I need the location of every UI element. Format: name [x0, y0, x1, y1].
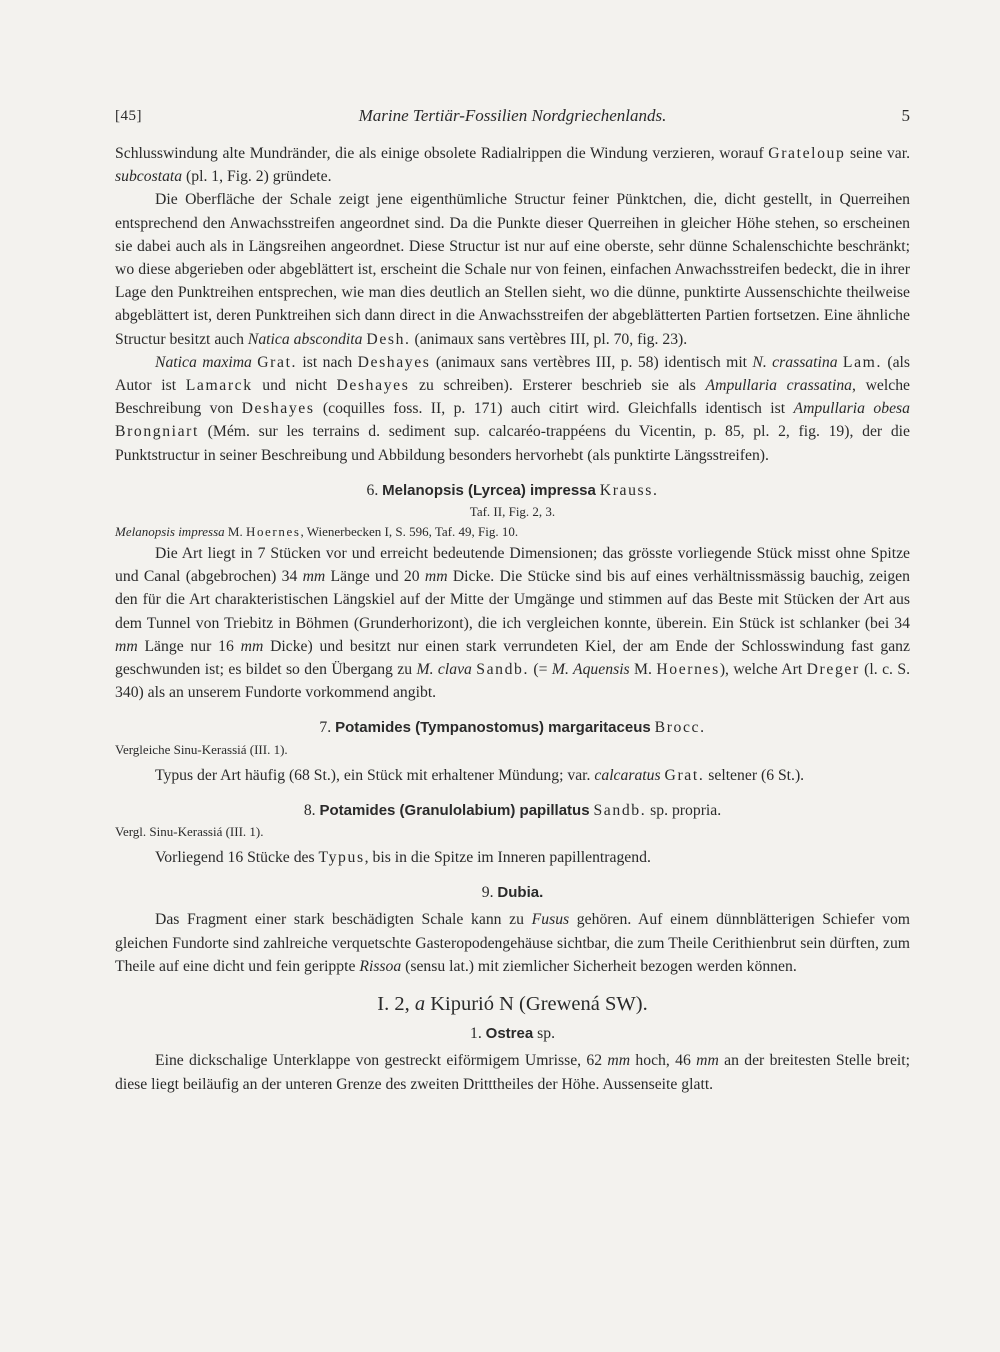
author-name: Brocc. — [654, 719, 706, 737]
comparison-reference: Vergleiche Sinu-Kerassiá (III. 1). — [115, 741, 288, 757]
author-name: Grateloup — [768, 145, 846, 162]
text-run: (pl. 1, Fig. 2) gründete. — [182, 168, 332, 186]
author-name: Brongniart — [115, 423, 199, 441]
running-header — [115, 106, 910, 130]
text-run: Die Oberfläche der Schale zeigt jene eigenthümliche Structur feiner Pünktchen, die, dicht gestellt, in Querreihen entsprechend den Anwachsstreifen angeordnet sind. Da die Punkte dieser Querreihen in gleicher Höhe stehen, so erscheinen sie dabei auch als in Längsreihen angeordnet. Diese Structur ist nur auf eine oberste, sehr dünne Schalenschichte beschränkt; wo diese abgerieben oder abgeblättert ist, erscheint die Schale nur von feinen, einfachen Anwachsstreifen bedeckt, die in ihrer Lage den Punktreihen entsprechen, wie man dies deutlich an Stellen sieht, wo die dünne, punktirte Aussenschichte theilweise abgeblättert ist, deren Punktreihen sich dann direct in die Anwachsstreifen der abgeblätterten Partien fortsetzen. Eine ähnliche Structur besitzt auch — [115, 191, 910, 348]
author-name: Deshayes — [241, 400, 315, 418]
genus-name: Fusus — [531, 911, 570, 929]
section-heading-6 — [115, 479, 910, 502]
section-heading-1 — [115, 1022, 910, 1045]
text-run: Länge und 20 — [325, 568, 425, 586]
text-run: Kipurió N (Grewená SW). — [425, 993, 648, 1016]
text-run: (l. c. S. 340) als an unserem Fundorte vorkommend angibt. — [115, 661, 911, 702]
text-run: (animaux sans vertèbres III, p. 58) identisch mit — [430, 353, 753, 371]
author-name: Grat. — [664, 766, 705, 784]
author-name: Lamarck — [185, 377, 253, 395]
section-number: 8. — [303, 801, 316, 819]
comparison-reference: Vergl. Sinu-Kerassiá (III. 1). — [115, 824, 264, 840]
unit: mm — [240, 637, 264, 655]
author-name: Sandb. — [476, 661, 530, 679]
paragraph-melanopsis — [115, 542, 910, 704]
author-name: Lam. — [842, 353, 882, 371]
paragraph-ostrea — [115, 1049, 910, 1095]
taxon-name: Melanopsis (Lyrcea) impressa — [382, 481, 596, 499]
author-name: Deshayes — [357, 353, 431, 371]
text-run: Typus der Art häufig (68 St.), ein Stück mit erhaltener Mündung; var. — [155, 766, 595, 784]
species-name: Ampullaria crassatina — [705, 377, 853, 395]
text-run: M. — [224, 524, 246, 540]
text-run: (animaux sans vertèbres III, pl. 70, fig. 23). — [410, 330, 688, 348]
paragraph-dubia — [115, 908, 910, 978]
author-name: Dreger — [806, 661, 860, 679]
section-heading-7 — [115, 716, 910, 739]
taxon-name: Potamides (Granulolabium) papillatus — [319, 801, 590, 819]
text-run: ist nach — [297, 353, 358, 371]
text-run: seltener (6 St.). — [704, 766, 805, 784]
running-title: Marine Tertiär-Fossilien Nordgriechenlands. — [358, 106, 667, 125]
paragraph-potamides-margaritaceus — [115, 764, 910, 787]
synonymy-reference — [115, 522, 910, 542]
locality-letter: a — [414, 993, 426, 1016]
paragraph-structure — [115, 188, 910, 350]
text-run: sp. — [533, 1025, 555, 1043]
text-run: , welche Beschreibung von — [115, 377, 911, 418]
text-run: (coquilles foss. II, p. 171) auch citirt wird. Gleichfalls identisch ist — [314, 400, 794, 418]
paragraph-continuation — [115, 142, 910, 188]
unit: mm — [115, 637, 138, 655]
text-run: Eine dickschalige Unterklappe von gestreckt eiförmigem Umrisse, 62 — [155, 1052, 608, 1070]
species-name: N. crassatina — [752, 353, 838, 371]
text-run: gehören. Auf einem dünnblätterigen Schiefer vom gleichen Fundorte sind zahlreiche verquetschte Gasteropodengehäuse sichtbar, die zum Theile Cerithienbrut sein dürften, zum Theile auf eine dicht und fein gerippte — [115, 911, 911, 975]
text-run: (sensu lat.) mit ziemlicher Sicherheit bezogen werden können. — [401, 957, 797, 975]
species-name: Melanopsis impressa — [115, 524, 225, 540]
unit: mm — [607, 1052, 631, 1070]
text-run: I. 2, — [377, 993, 415, 1016]
text-run: M. — [629, 661, 657, 679]
text-run: (Mém. sur les terrains d. sediment sup. calcaréo-trappéens du Vicentin, p. 85, pl. 2, fig. 19), der die Punktstructur in seiner Beschreibung und Abbildung besonders hervorhebt (als punktirte Längsstreifen). — [115, 423, 910, 464]
unit: mm — [696, 1052, 719, 1070]
plate-reference: Taf. II, Fig. 2, 3. — [469, 504, 556, 520]
variety-name: subcostata — [115, 168, 183, 186]
paragraph-potamides-papillatus — [115, 846, 910, 869]
author-name: Sandb. — [593, 801, 647, 819]
species-name: Ampullaria obesa — [793, 400, 910, 418]
author-name: Desh. — [366, 330, 411, 348]
locality-heading — [115, 990, 910, 1018]
section-number: 7. — [319, 719, 332, 737]
text-run: , bis in die Spitze im Inneren papillentragend. — [364, 849, 651, 867]
author-name: Deshayes — [336, 377, 410, 395]
text-run: Schlusswindung alte Mundränder, die als einige obsolete Radialrippen die Windung verzieren, worauf — [115, 145, 769, 162]
text-run: seine var. — [845, 145, 910, 162]
variety-name: calcaratus — [594, 766, 661, 784]
text-run: Länge nur 16 — [137, 637, 241, 655]
taxon-name: Potamides (Tympanostomus) margaritaceus — [335, 719, 651, 737]
unit: mm — [302, 568, 326, 586]
taxon-name: Ostrea — [485, 1025, 534, 1043]
species-name: Natica maxima — [155, 353, 252, 371]
author-name: Hoernes — [656, 661, 720, 679]
paragraph-natica-maxima — [115, 351, 910, 467]
text-run: Dicke. Die Stücke sind bis auf eines verhältnissmässig bauchig, zeigen den für die Art charakteristischen Längskiel auf der Mitte der Umgänge und stimmen auf das Beste mit Stücken der Art aus dem Tunnel von Triebitz in Böhmen (Grunderhorizont), die ich vergleichen konnte, überein. Ein Stück ist schlanker (bei 34 — [115, 568, 910, 632]
taxon-name: Dubia. — [497, 884, 544, 902]
text-run: (= — [529, 661, 552, 679]
text-run: , Wienerbecken I, S. 596, Taf. 49, Fig. 10. — [300, 524, 519, 540]
unit: mm — [424, 568, 448, 586]
species-name: Natica abscondita — [247, 330, 363, 348]
section-heading-8 — [115, 799, 910, 822]
page-number: 5 — [901, 106, 910, 125]
text-run: Dicke) und besitzt nur einen stark verrundeten Kiel, der am Ende der Schlosswindung fast ganz geschwunden ist; es bildet so den Übergang zu — [115, 637, 910, 679]
author-name: Hoernes — [245, 524, 301, 540]
text-run: an der breitesten Stelle breit; diese liegt beiläufig an der unteren Grenze des zweiten Dritttheiles der Höhe. Aussenseite glatt. — [115, 1052, 910, 1093]
text-run: und nicht — [252, 377, 337, 395]
section-number: 1. — [469, 1025, 482, 1043]
body-text — [115, 142, 910, 1096]
species-name: M. clava — [416, 661, 472, 679]
text-run: (als Autor ist — [115, 353, 911, 395]
section-heading-9 — [115, 881, 910, 904]
text-run: zu schreiben). Ersterer beschrieb sie als — [409, 377, 706, 395]
text-run: Die Art liegt in 7 Stücken vor und erreicht bedeutende Dimensionen; das grösste vorliegende Stück misst ohne Spitze und Canal (abgebrochen) 34 — [115, 545, 910, 586]
emphasis: Typus — [318, 849, 365, 867]
text-run: Vorliegend 16 Stücke des — [155, 849, 319, 867]
text-run: ), welche Art — [719, 661, 807, 679]
text-run: hoch, 46 — [630, 1052, 697, 1070]
page-reference: [45] — [115, 108, 142, 124]
author-name: Grat. — [257, 353, 298, 371]
section-number: 6. — [366, 481, 379, 499]
text-run: sp. propria. — [646, 801, 722, 819]
text-run: Das Fragment einer stark beschädigten Schale kann zu — [155, 911, 532, 929]
author-name: Krauss. — [599, 481, 659, 499]
genus-name: Rissoa — [359, 957, 402, 975]
section-number: 9. — [481, 884, 494, 902]
species-name: M. Aquensis — [551, 661, 630, 679]
